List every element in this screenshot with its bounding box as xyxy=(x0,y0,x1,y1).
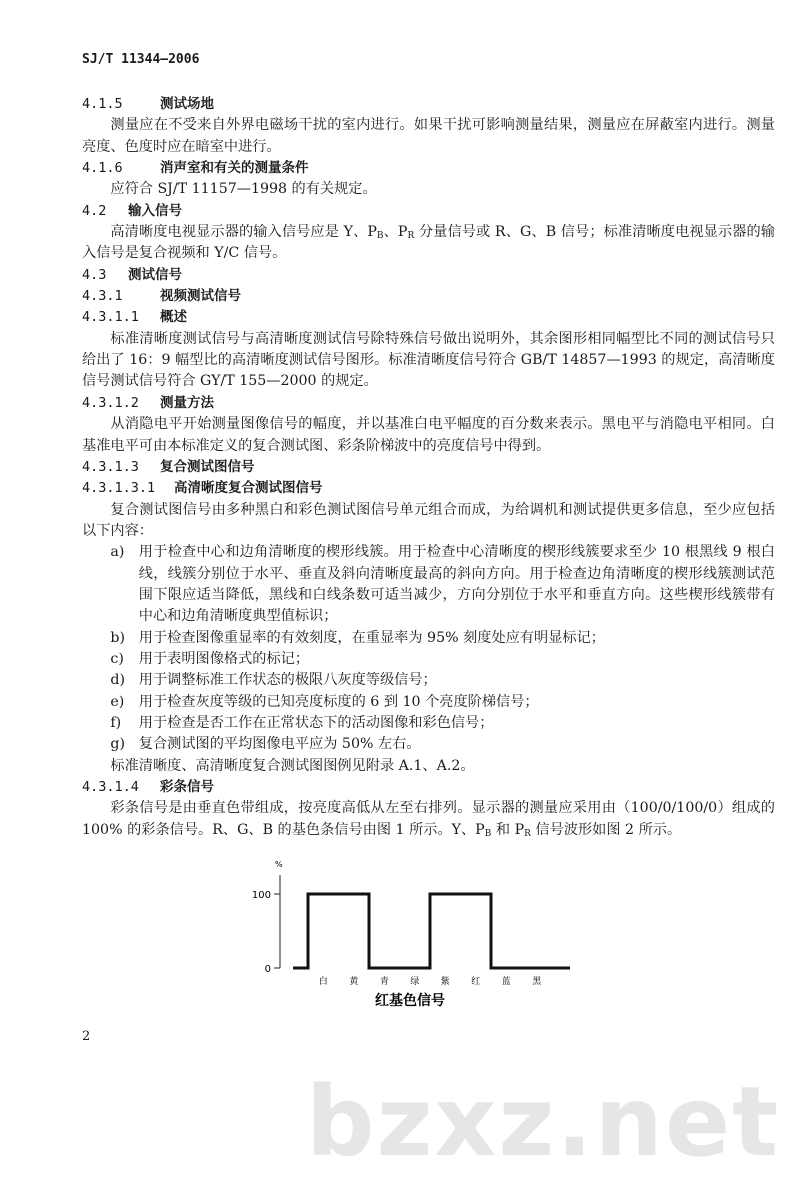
list-item xyxy=(82,542,775,627)
section-heading: 4.3.1.3 复合测试图信号 xyxy=(82,458,255,475)
paragraph: 应符合 SJ/T 11157—1998 的有关规定。 xyxy=(110,181,377,198)
y-tick-label: 100 xyxy=(251,890,271,902)
category-label: 青 xyxy=(379,977,389,988)
category-label: 绿 xyxy=(410,977,420,988)
list-text: 用于检查图像重显率的有效刻度，在重显率为 95% 刻度处应有明显标记； xyxy=(138,629,605,646)
section-heading: 4.3.1.1 概述 xyxy=(82,309,187,326)
section-heading: 4.3.1.4 彩条信号 xyxy=(82,779,214,795)
list-text: 用于检查灰度等级的已知亮度标度的 6 到 10 个亮度阶梯信号； xyxy=(138,693,539,710)
category-label: 黄 xyxy=(349,977,359,988)
list-item xyxy=(82,670,775,691)
document-body xyxy=(82,94,775,1045)
paragraph: 从消隐电平开始测量图像信号的幅度，并以基准白电平幅度的百分数来表示。黑电平与消隐电平相同。白基准电平可由本标准定义的复合测试图、彩条阶梯波中的亮度信号中得到。 xyxy=(82,416,775,454)
list-marker: g) xyxy=(110,736,126,753)
paragraph: 标准清晰度测试信号与高清晰度测试信号除特殊信号做出说明外，其余图形相同幅型比不同的测试信号只给出了 16：9 幅型比的高清晰度测试信号图形。标准清晰度信号符合 GB/T 14857—1993 的规定，高清晰度信号测试信号符合 GY/T 155—2000 的规定。 xyxy=(82,330,775,390)
list-marker: b) xyxy=(110,629,126,646)
red-primary-signal-chart xyxy=(240,853,580,1013)
section-heading: 4.1.5 测试场地 xyxy=(82,96,214,112)
list-marker: d) xyxy=(110,672,126,689)
page-number: 2 xyxy=(82,1029,91,1045)
paragraph: 标准清晰度、高清晰度复合测试图图例见附录 A.1、A.2。 xyxy=(110,757,475,774)
list-item xyxy=(82,713,775,734)
list-text: 用于检查中心和边角清晰度的楔形线簇。用于检查中心清晰度的楔形线簇要求至少 10 根黑线 9 根白线，线簇分别位于水平、垂直及斜向清晰度最高的斜向方向。用于检查边角清晰度的楔形线簇测试范围下限应适当降低，黑线和白线条数可适当减少，方向分别位于水平和垂直方向。这些楔形线簇带有中心和边角清晰度典型值标识； xyxy=(138,544,775,625)
paragraph: 复合测试图信号由多种黑白和彩色测试图信号单元组合而成，为给调机和测试提供更多信息，至少应包括以下内容： xyxy=(82,501,775,539)
category-label: 蓝 xyxy=(501,977,511,988)
section-heading: 4.2 输入信号 xyxy=(82,202,182,219)
watermark: bzxz.net xyxy=(305,1066,780,1178)
list-text: 复合测试图的平均图像电平应为 50% 左右。 xyxy=(138,736,421,753)
category-label: 紫 xyxy=(440,977,450,988)
list-item xyxy=(82,692,775,713)
list-marker: a) xyxy=(110,544,125,561)
list-text: 用于检查是否工作在正常状态下的活动图像和彩色信号； xyxy=(138,714,494,731)
list-text: 用于调整标准工作状态的极限八灰度等级信号； xyxy=(138,672,437,689)
paragraph: 测量应在不受来自外界电磁场干扰的室内进行。如果干扰可影响测量结果，测量应在屏蔽室内进行。测量亮度、色度时应在暗室中进行。 xyxy=(82,117,775,155)
section-heading: 4.3.1 视频测试信号 xyxy=(82,288,241,305)
y-tick-label: 0 xyxy=(264,964,271,976)
paragraph: 彩条信号是由垂直色带组成，按亮度高低从左至右排列。显示器的测量应采用由（100/0/100/0）组成的 100% 的彩条信号。R、G、B 的基色条信号由图 1 所示。Y、$P_B$ 和 $P_R$ 信号波形如图 2 所示。 xyxy=(82,800,775,839)
signal-waveform xyxy=(293,894,570,968)
paragraph: 高清晰度电视显示器的输入信号应是 Y、$P_B$、$P_R$ 分量信号或 R、G、B 信号；标准清晰度电视显示器的输入信号是复合视频和 Y/C 信号。 xyxy=(82,224,775,262)
y-unit-label: % xyxy=(275,860,283,870)
list-item xyxy=(82,734,775,755)
section-heading: 4.3.1.3.1 高清晰度复合测试图信号 xyxy=(82,480,323,497)
document-header: SJ/T 11344—2006 xyxy=(82,52,200,67)
list-marker: f) xyxy=(110,714,122,731)
section-heading: 4.3 测试信号 xyxy=(82,266,182,283)
content-list xyxy=(82,542,775,755)
section-heading: 4.3.1.2 测量方法 xyxy=(82,394,214,411)
section-heading: 4.1.6 消声室和有关的测量条件 xyxy=(82,160,309,177)
list-item xyxy=(82,628,775,649)
list-marker: e) xyxy=(110,693,125,710)
category-label: 红 xyxy=(471,977,481,988)
list-text: 用于表明图像格式的标记； xyxy=(138,650,310,667)
category-label: 白 xyxy=(318,977,328,988)
list-marker: c) xyxy=(110,650,124,667)
category-label: 黑 xyxy=(532,977,542,988)
list-item xyxy=(82,649,775,670)
chart-title: 红基色信号 xyxy=(375,993,445,1010)
